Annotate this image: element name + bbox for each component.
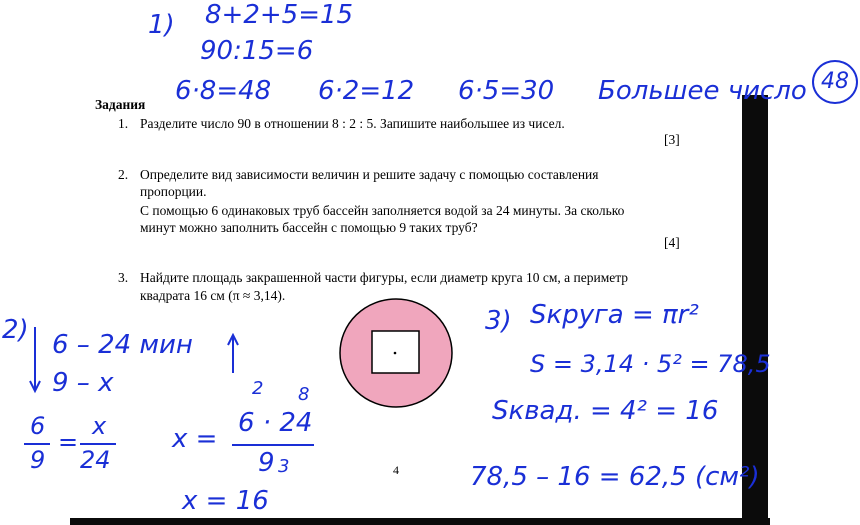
hw-s1-line3d: Большее число (598, 76, 807, 106)
hw-s1-line3c: 6·5=30 (458, 76, 555, 106)
hw-s2-cancel-bottom: 3 (278, 456, 290, 477)
task2-line2: пропорции. (140, 184, 207, 199)
hw-s2-x-eq: x = (172, 424, 218, 454)
page-number: 4 (393, 463, 399, 477)
hw-s2-frac-left-den: 9 (30, 446, 46, 474)
hw-s1-line3a: 6·8=48 (175, 76, 272, 106)
task3-line1: Найдите площадь закрашенной части фигуры, если диаметр круга 10 см, а периметр (140, 270, 629, 285)
hw-s2-cancel-top1: 2 (252, 378, 264, 399)
hw-s3-label: 3) (485, 306, 512, 336)
hw-s2-frac-right-den: 24 (80, 446, 111, 474)
hw-up-arrow-icon (226, 333, 240, 375)
hw-s2-row2: 9 – x (52, 368, 114, 398)
hw-s2-big-den: 9 (258, 448, 275, 478)
hw-s2-frac-right-num: x (92, 412, 107, 440)
task2-line3: С помощью 6 одинаковых труб бассейн заполняется водой за 24 минуты. За сколько (140, 203, 625, 218)
hw-s1-line1: 8+2+5=15 (205, 0, 354, 30)
hw-s1-label: 1) (148, 10, 175, 40)
task1-number: 1. (118, 116, 129, 131)
hw-s2-row1: 6 – 24 мин (52, 330, 193, 360)
task1-text: Разделите число 90 в отношении 8 : 2 : 5. Запишите наибольшее из чисел. (140, 116, 565, 131)
hw-s2-cancel-top2: 8 (298, 384, 310, 405)
hw-s1-line3b: 6·2=12 (318, 76, 415, 106)
scan-shadow-bottom (70, 518, 770, 525)
hw-s2-result: x = 16 (182, 486, 269, 516)
task3-number: 3. (118, 270, 129, 285)
hw-s3-line4: 78,5 – 16 = 62,5 (см²) (470, 462, 760, 492)
hw-s3-line1: Sкруга = πr² (530, 300, 699, 330)
task2-number: 2. (118, 167, 129, 182)
hw-s2-frac-right-bar (80, 443, 116, 445)
task2-mark: [4] (664, 235, 680, 250)
hw-s3-line3: Sквад. = 4² = 16 (492, 396, 719, 426)
circle-square-figure (338, 297, 458, 409)
task3-line2: квадрата 16 см (π ≈ 3,14). (140, 288, 286, 303)
hw-s2-label: 2) (2, 315, 29, 345)
hw-down-arrow-icon (28, 325, 42, 395)
hw-s3-line2: S = 3,14 · 5² = 78,5 (530, 350, 771, 378)
center-dot (394, 352, 397, 355)
tasks-heading: Задания (95, 97, 146, 112)
hw-s1-line2: 90:15=6 (200, 36, 314, 66)
hw-s2-frac-left-bar (24, 443, 50, 445)
scan-shadow-right (742, 95, 768, 525)
hw-s2-big-num: 6 · 24 (238, 408, 313, 438)
hw-s1-answer-circled: 48 (812, 60, 858, 104)
hw-s2-frac-left-num: 6 (30, 412, 46, 440)
task1-mark: [3] (664, 132, 680, 147)
task2-line1: Определите вид зависимости величин и решите задачу с помощью составления (140, 167, 599, 182)
hw-s2-big-bar (232, 444, 314, 446)
hw-s2-equals: = (58, 428, 79, 456)
task2-line4: минут можно заполнить бассейн с помощью 9 таких труб? (140, 220, 478, 235)
